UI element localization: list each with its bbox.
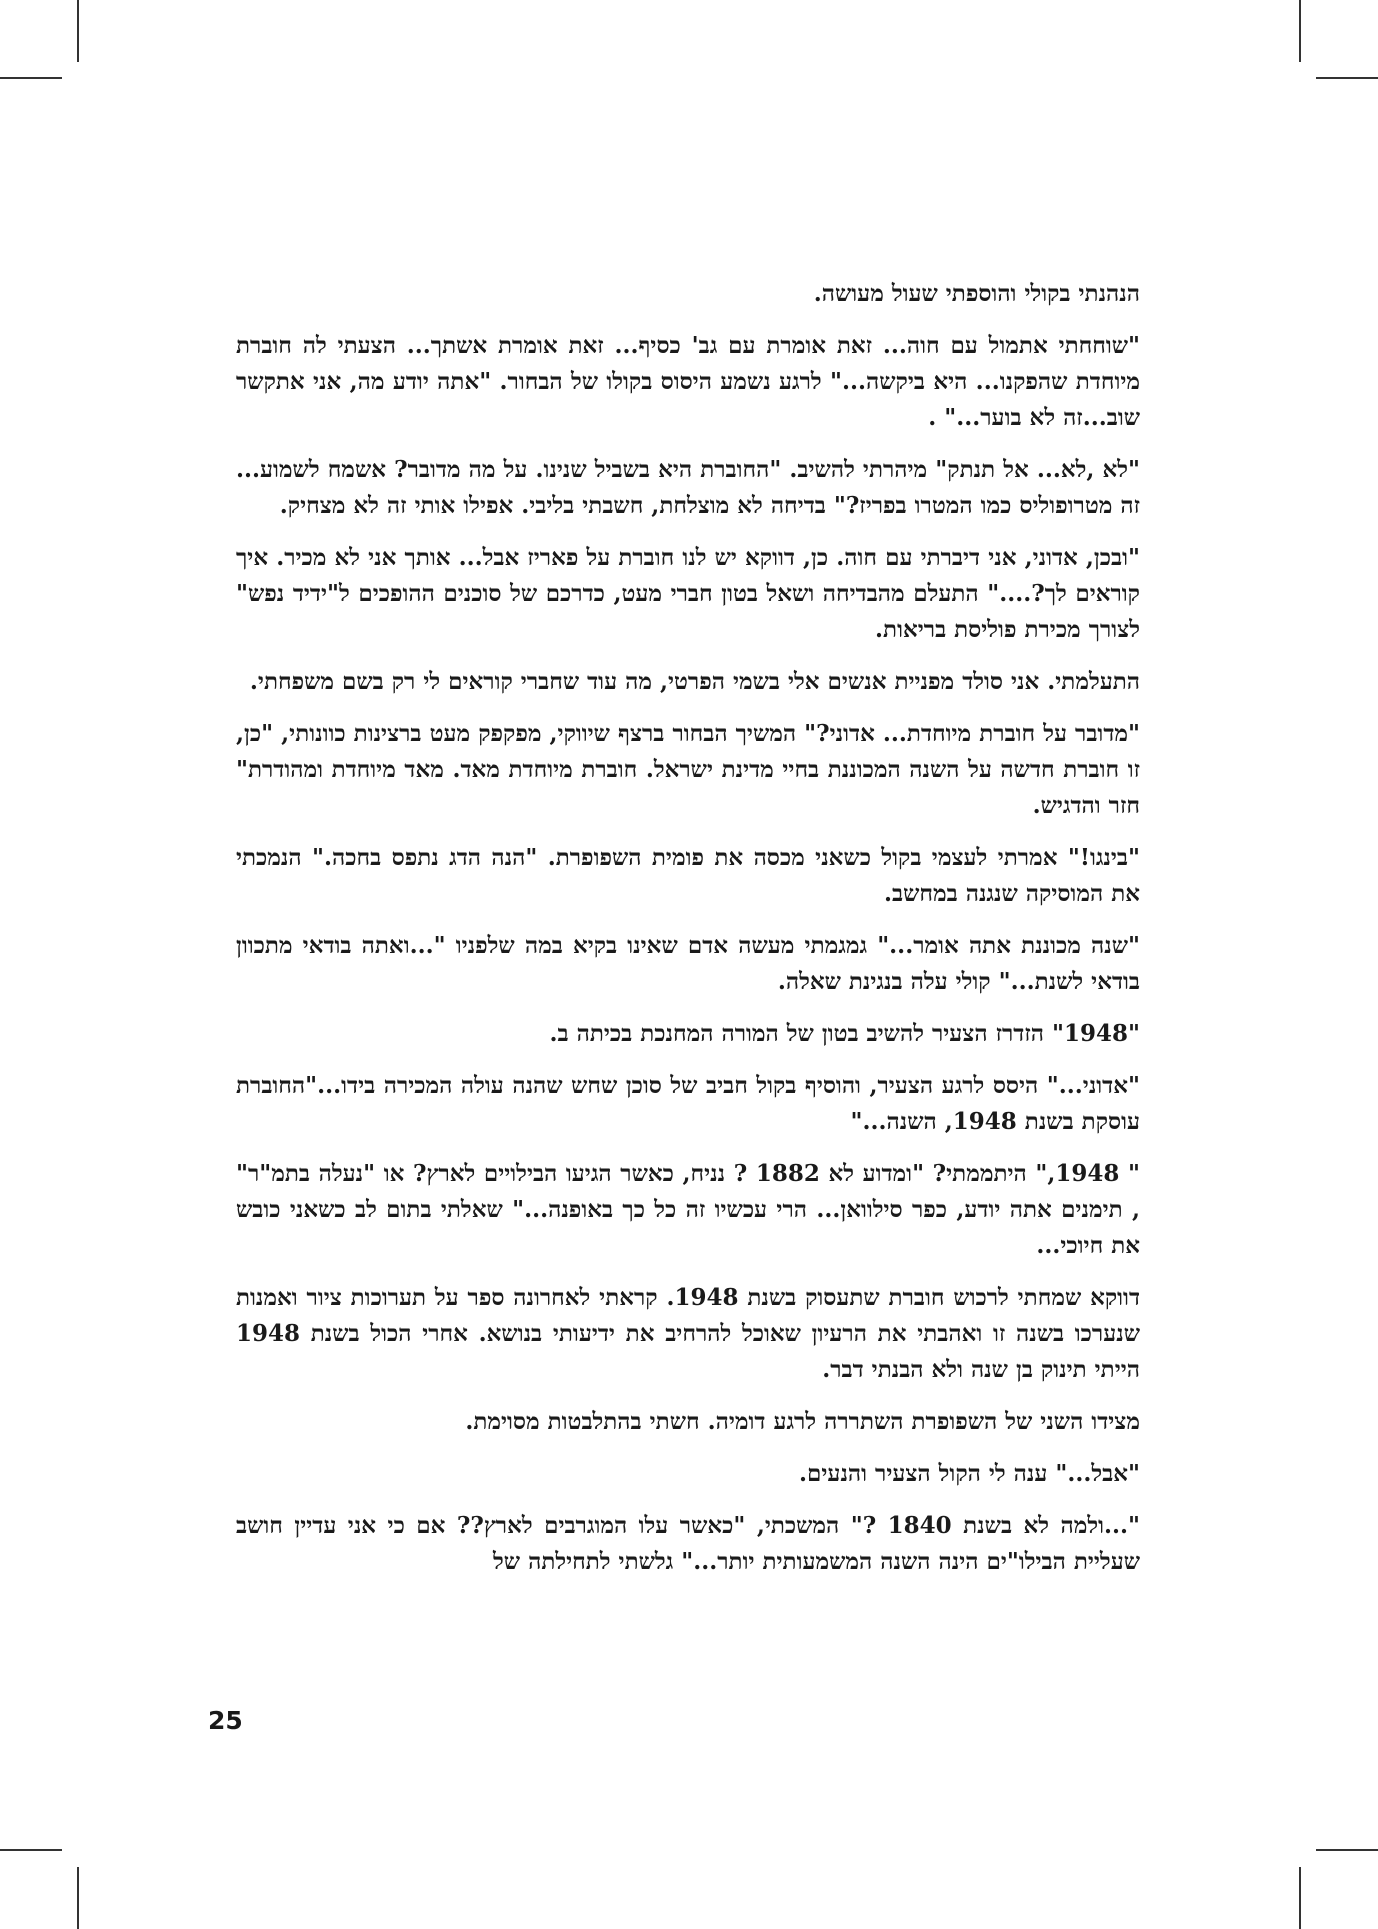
crop-mark-top-left-h [0,77,62,79]
paragraph: דווקא שמחתי לרכוש חוברת שתעסוק בשנת 1948. קראתי לאחרונה ספר על תערוכות ציור ואמנות שנערכו בשנה זו ואהבתי את הרעיון שאוכל להרחיב את ידיעותי בנושא. אחרי הכול בשנת 1948 הייתי תינוק בן שנה ולא הבנתי דבר. [236,1284,1141,1383]
paragraph: "אדוני..." היסס לרגע הצעיר, והוסיף בקול חביב של סוכן שחש שהנה עולה המכירה בידו..."החוברת עוסקת בשנת 1948, השנה..." [236,1072,1140,1135]
paragraph: "שנה מכוננת אתה אומר..." גמגמתי מעשה אדם שאינו בקיא במה שלפניו "...ואתה בודאי מתכוון בודאי לשנת..." קולי עלה בנגינת שאלה. [236,932,1140,995]
crop-mark-top-right-h [1316,77,1378,79]
crop-mark-top-right [1299,0,1301,62]
paragraph: מצידו השני של השפופרת השתררה לרגע דומיה. חשתי בהתלבטות מסוימת. [465,1408,1140,1435]
crop-mark-bottom-right-h [1316,1849,1378,1851]
paragraph: "שוחחתי אתמול עם חוה... זאת אומרת עם גב' כסיף... זאת אומרת אשתך... הצעתי לה חוברת מיוחדת שהפקנו... היא ביקשה..." לרגע נשמע היסוס בקולו של הבחור. "אתה יודע מה, אני אתקשר שוב...זה לא בוער..." . [236,332,1140,431]
body-text [236,276,1140,1596]
crop-mark-top-left [77,0,79,62]
crop-mark-bottom-right [1299,1867,1301,1929]
paragraph: התעלמתי. אני סולד מפניית אנשים אלי בשמי הפרטי, מה עוד שחברי קוראים לי רק בשם משפחתי. [249,668,1140,695]
crop-mark-bottom-left-h [0,1849,62,1851]
paragraph: "אבל..." ענה לי הקול הצעיר והנעים. [799,1460,1140,1487]
paragraph: " 1948," היתממתי? "ומדוע לא 1882 ? נניח, כאשר הגיעו הבילויים לארץ? או "נעלה בתמ"ר" , תימנים אתה יודע, כפר סילוואן... הרי עכשיו זה כל כך באופנה..." שאלתי בתום לב כשאני כובש את חיוכי... [236,1160,1140,1259]
paragraph: "מדובר על חוברת מיוחדת... אדוני?" המשיך הבחור ברצף שיווקי, מפקפק מעט ברצינות כוונותי, "כן, זו חוברת חדשה על השנה המכוננת בחיי מדינת ישראל. חוברת מיוחדת מאד. מאד מיוחדת ומהודרת" חזר והדגיש. [236,720,1140,819]
paragraph: "1948" הזדרז הצעיר להשיב בטון של המורה המחנכת בכיתה ב. [549,1020,1140,1047]
paragraph: "...ולמה לא בשנת 1840 ?" המשכתי, "כאשר עלו המוגרבים לארץ?? אם כי אני עדיין חושב שעליית הבילו"ים הינה השנה המשמעותית יותר..." גלשתי לתחילתה של [236,1512,1140,1575]
paragraph: "לא ,לא... אל תנתק" מיהרתי להשיב. "החוברת היא בשביל שנינו. על מה מדובר? אשמח לשמוע... זה מטרופוליס כמו המטרו בפריז?" בדיחה לא מוצלחת, חשבתי בליבי. אפילו אותי זה לא מצחיק. [236,456,1140,519]
crop-mark-bottom-left [77,1867,79,1929]
paragraph: "בינגו!" אמרתי לעצמי בקול כשאני מכסה את פומית השפופרת. "הנה הדג נתפס בחכה." הנמכתי את המוסיקה שנגנה במחשב. [236,844,1140,907]
page-number: 25 [208,1706,243,1735]
paragraph: הנהנתי בקולי והוספתי שעול מעושה. [813,280,1140,307]
paragraph: "ובכן, אדוני, אני דיברתי עם חוה. כן, דווקא יש לנו חוברת על פאריז אבל... אותך אני לא מכיר. איך קוראים לך?...." התעלם מהבדיחה ושאל בטון חברי מעט, כדרכם של סוכנים ההופכים ל"ידיד נפש" לצורך מכירת פוליסת בריאות. [236,544,1140,643]
